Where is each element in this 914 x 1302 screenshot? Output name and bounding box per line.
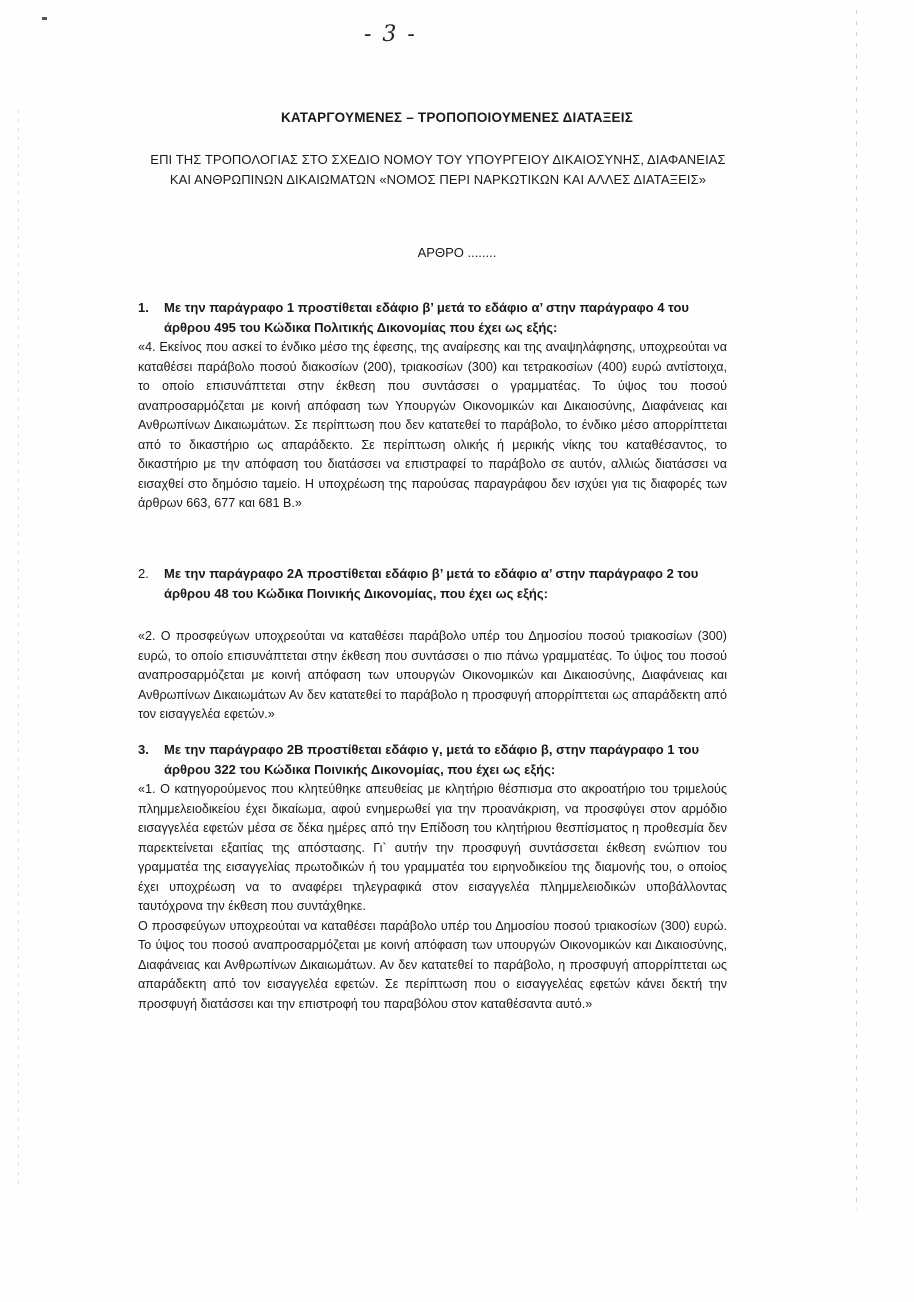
section-heading (138, 564, 727, 604)
scan-edge-left (18, 110, 19, 1190)
scan-edge-right (856, 10, 857, 1210)
section-heading-text: Με την παράγραφο 1 προστίθεται εδάφιο β’ μετά το εδάφιο α’ στην παράγραφο 4 του άρθρου 495 του Κώδικα Πολιτικής Δικονομίας που έχει ως εξής: (164, 300, 689, 335)
section-1 (138, 298, 727, 514)
section-body-continued: Ο προσφεύγων υποχρεούται να καταθέσει παράβολο υπέρ του Δημοσίου ποσού τριακοσίων (300) ευρώ. Το ύψος του ποσού αναπροσαρμόζεται με κοινή απόφαση των υπουργών Οικονομικών και Δικαιοσύνης, Διαφάνειας και Ανθρωπίνων Δικαιωμάτων. Αν δεν κατατεθεί το παράβολο, η προσφυγή απορρίπτεται ως απαράδεκτη από τον εισαγγελέα εφετών. Σε περίπτωση που ο εισαγγελέας εφετών κάνει δεκτή την προσφυγή διατάσσει και την επιστροφή του παραβόλου στον καταθέσαντα αυτό.» (138, 918, 727, 1011)
section-number: 2. (138, 566, 149, 581)
document-title: ΚΑΤΑΡΓΟΥΜΕΝΕΣ – ΤΡΟΠΟΠΟΙΟΥΜΕΝΕΣ ΔΙΑΤΑΞΕΙΣ (280, 110, 634, 125)
section-body: «4. Εκείνος που ασκεί το ένδικο μέσο της έφεσης, της αναίρεσης και της αναψηλάφησης, υποχρεούται να καταθέσει παράβολο ποσού διακοσίων (200), τριακοσίων (300) και τετρακοσίων (400) ευρώ αντίστοιχα, το οποίο επισυνάπτεται στην έκθεση που συντάσσει ο γραμματέας. Το ύψος του ποσού αναπροσαρμόζεται με κοινή απόφαση των Υπουργών Οικονομικών και Δικαιοσύνης, Διαφάνειας και Ανθρωπίνων Δικαιωμάτων. Σε περίπτωση που δεν κατατεθεί το παράβολο, το ένδικο μέσο απορρίπτεται από το δικαστήριο ως απαράδεκτο. Σε περίπτωση ολικής ή μερικής νίκης του καταθέσαντος, το δικαστήριο με την απόφαση του διατάσσει να επιστραφεί το παράβολο σε αυτόν, αλλιώς διατάσσει να εισαχθεί στο δημόσιο ταμείο. Η υποχρέωση της παρούσας παραγράφου δεν ισχύει για τις διαφορές των άρθρων 663, 677 και 681 Β.» (138, 340, 727, 510)
page-number: - 3 - (364, 22, 417, 47)
article-label: ΑΡΘΡΟ ........ (417, 245, 497, 260)
section-3 (138, 740, 727, 1014)
document-subtitle: ΕΠΙ ΤΗΣ ΤΡΟΠΟΛΟΓΙΑΣ ΣΤΟ ΣΧΕΔΙΟ ΝΟΜΟΥ ΤΟΥ ΥΠΟΥΡΓΕΙΟΥ ΔΙΚΑΙΟΣΥΝΗΣ, ΔΙΑΦΑΝΕΙΑΣ ΚΑΙ ΑΝΘΡΩΠΙΝΩΝ ΔΙΚΑΙΩΜΑΤΩΝ «ΝΟΜΟΣ ΠΕΡΙ ΝΑΡΚΩΤΙΚΩΝ ΚΑΙ ΑΛΛΕΣ ΔΙΑΤΑΞΕΙΣ» (150, 152, 726, 187)
section-heading (138, 740, 727, 780)
section-heading-text: Με την παράγραφο 2Α προστίθεται εδάφιο β’ μετά το εδάφιο α’ στην παράγραφο 2 του άρθρου 48 του Κώδικα Ποινικής Δικονομίας, που έχει ως εξής: (164, 566, 699, 601)
section-number: 3. (138, 742, 149, 757)
section-body: «2. Ο προσφεύγων υποχρεούται να καταθέσει παράβολο υπέρ του Δημοσίου ποσού τριακοσίων (300) ευρώ, το οποίο επισυνάπτεται στην έκθεση που συντάσσει ο πιο πάνω γραμματέας. Το ύψος του ποσού αναπροσαρμόζεται με κοινή απόφαση των υπουργών Οικονομικών και Δικαιοσύνης, Διαφάνειας και Ανθρωπίνων Δικαιωμάτων Αν δεν κατατεθεί το παράβολο η προσφυγή απορρίπτεται ως απαράδεκτη από τον εισαγγελέα εφετών.» (138, 629, 727, 721)
section-body: «1. Ο κατηγορούμενος που κλητεύθηκε απευθείας με κλητήριο θέσπισμα στο ακροατήριο του τριμελούς πλημμελειοδικείου έχει δικαίωμα, αφού ενημερωθεί για την προανάκριση, να προσφύγει στον αρμόδιο εισαγγελέα εφετών μέσα σε δέκα ημέρες από την Επίδοση του κλητήριου θεσπίσματος η προθεσμία δεν παρεκτείνεται εξαιτίας της απόστασης. Γι` αυτήν την προσφυγή συντάσσεται έκθεση ενώπιον του γραμματέα της εισαγγελίας πρωτοδικών ή του γραμματέα του ειρηνοδικείου της διαμονής του, ο οποίος έχει υποχρέωση να το αναφέρει τηλεγραφικά στον εισαγγελέα πλημμελειοδικών υποβάλλοντας ταυτόχρονα την έκθεση που συντάχθηκε. (138, 782, 727, 913)
section-heading (138, 298, 727, 338)
section-2 (138, 564, 727, 725)
section-heading-text: Με την παράγραφο 2Β προστίθεται εδάφιο γ, μετά το εδάφιο β, στην παράγραφο 1 του άρθρου 322 του Κώδικα Ποινικής Δικονομίας, που έχει ως εξής: (164, 742, 700, 777)
scan-mark (42, 17, 47, 20)
section-number: 1. (138, 300, 149, 315)
